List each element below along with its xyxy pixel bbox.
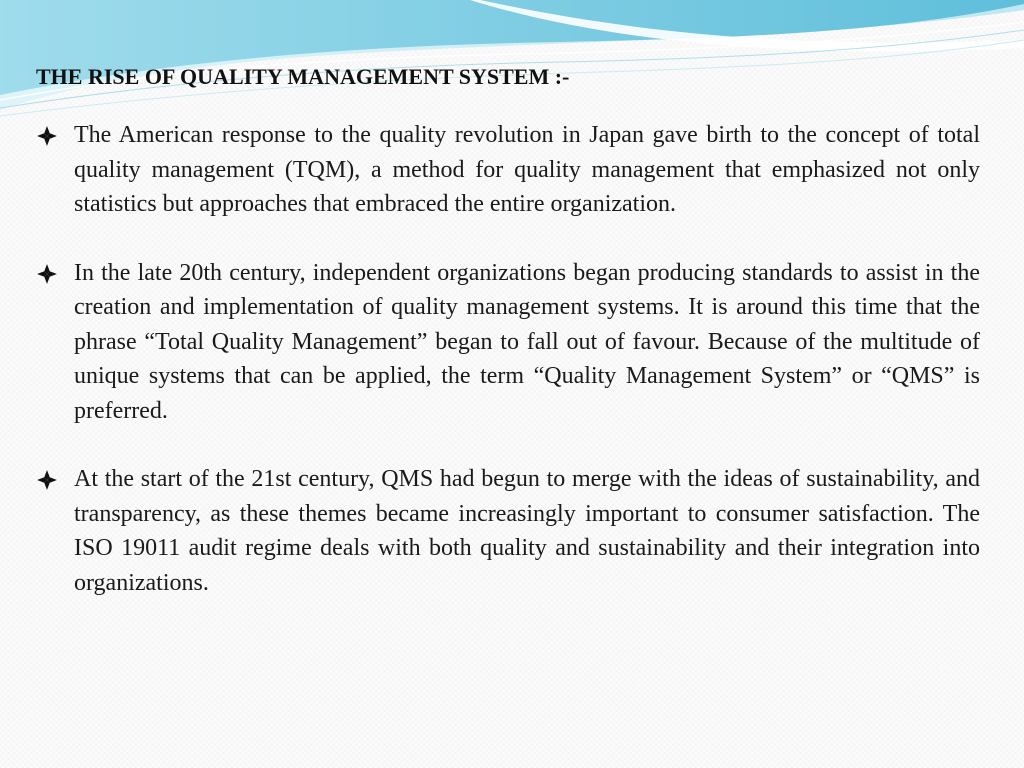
bullet-item-1 xyxy=(36,118,980,222)
bullet-text-3: At the start of the 21st century, QMS had begun to merge with the ideas of sustainability, and transparency, as these themes became increasingly important to consumer satisfaction. The ISO 19011 audit regime deals with both quality and sustainability and their integration into organizations. xyxy=(74,466,980,596)
bullet-list xyxy=(36,118,980,600)
bullet-text-2: In the late 20th century, independent organizations began producing standards to assist in the creation and implementation of quality management systems. It is around this time that the phrase “Total Quality Management” began to fall out of favour. Because of the multitude of unique systems that can be applied, the term “Quality Management System” or “QMS” is preferred. xyxy=(74,259,980,424)
slide-title: THE RISE OF QUALITY MANAGEMENT SYSTEM :- xyxy=(36,64,570,89)
diamond-bullet-icon xyxy=(36,469,58,491)
diamond-bullet-icon xyxy=(36,125,58,147)
diamond-bullet-icon xyxy=(36,263,58,285)
bullet-item-2 xyxy=(36,256,980,429)
bullet-item-3 xyxy=(36,462,980,600)
bullet-text-1: The American response to the quality revolution in Japan gave birth to the concept of total quality management (TQM), a method for quality management that emphasized not only statistics but approaches that embraced the entire organization. xyxy=(74,122,980,217)
